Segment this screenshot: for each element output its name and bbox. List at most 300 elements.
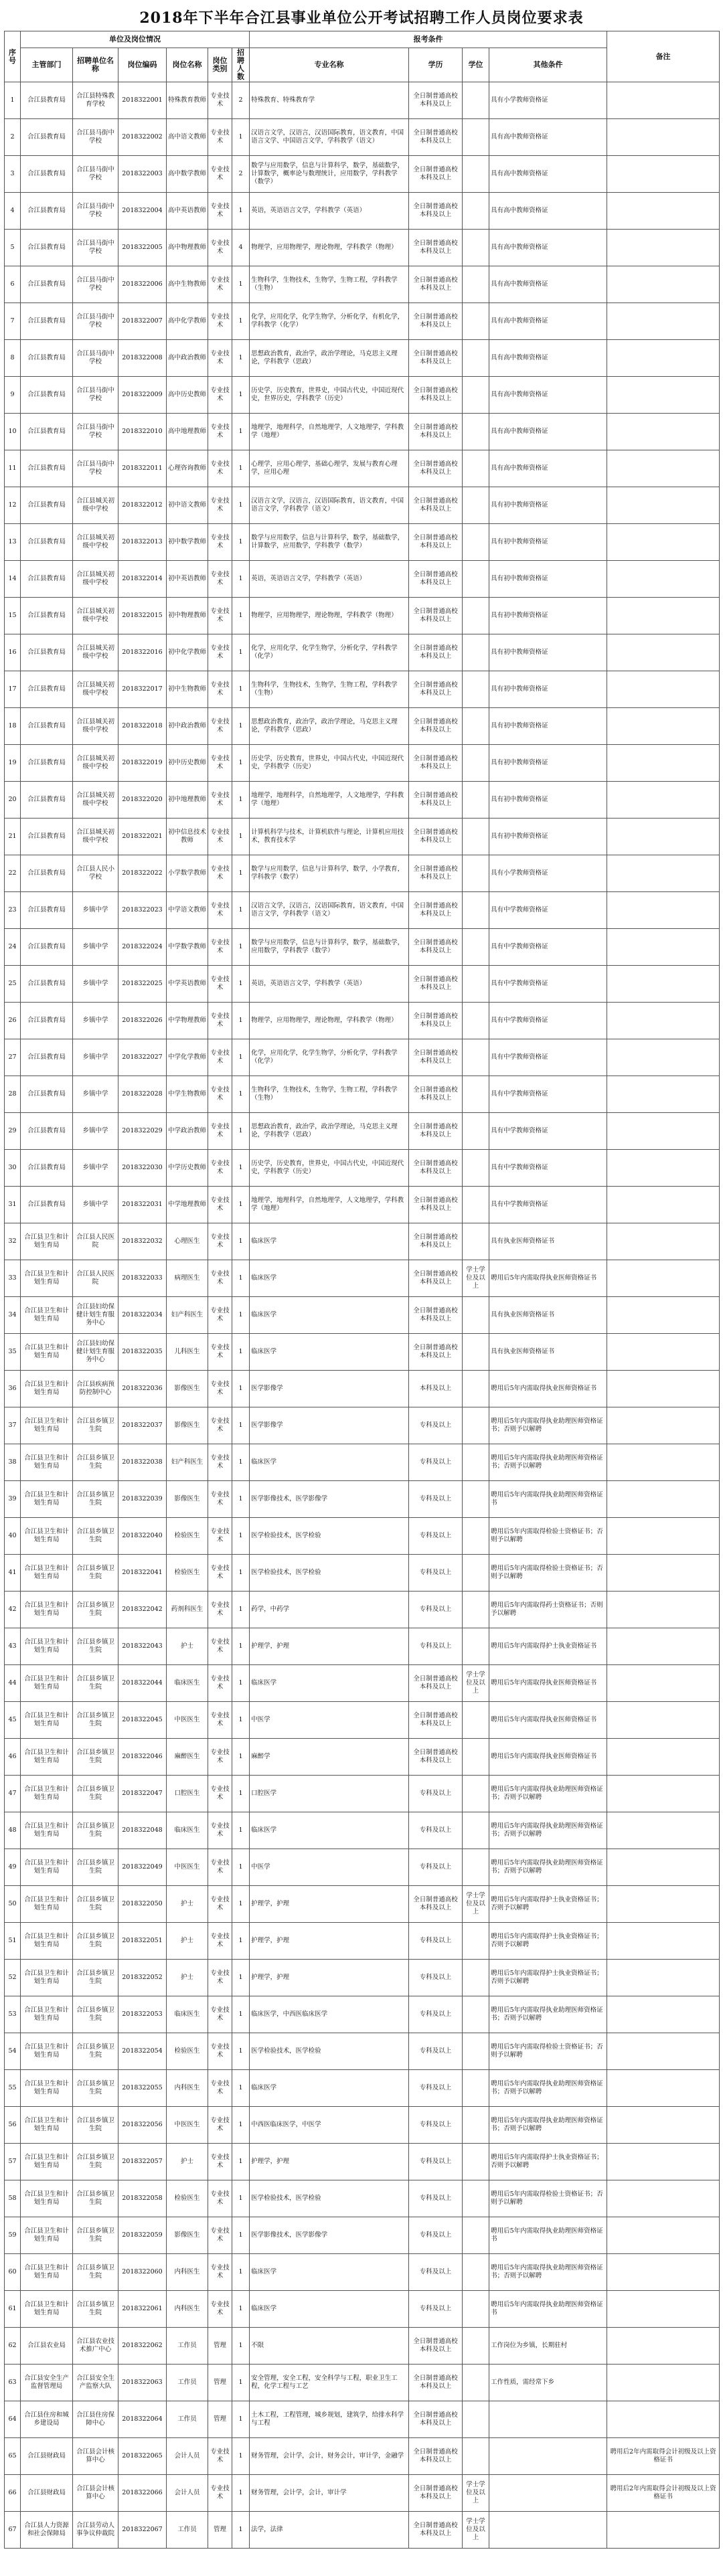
cell-num: 1 xyxy=(232,2033,250,2070)
cell-post: 临床医生 xyxy=(167,1665,208,1702)
cell-unit: 合江县马街中学校 xyxy=(73,266,118,303)
cell-edu: 专科及以上 xyxy=(409,1776,463,1812)
cell-other: 具有中学教师资格证 xyxy=(489,1039,607,1076)
cell-cat: 专业技术 xyxy=(208,892,232,929)
cell-other: 具有初中教师资格证 xyxy=(489,745,607,782)
cell-num: 1 xyxy=(232,1812,250,1849)
cell-major: 临床医学 xyxy=(250,1223,409,1260)
cell-unit: 合江县疾病预防控制中心 xyxy=(73,1371,118,1407)
cell-num: 1 xyxy=(232,1849,250,1886)
cell-dept: 合江县卫生和计划生育局 xyxy=(21,1223,73,1260)
cell-no: 57 xyxy=(5,2144,21,2180)
cell-post: 高中物理教师 xyxy=(167,230,208,266)
col-num: 招聘人数 xyxy=(232,48,250,82)
cell-cat: 专业技术 xyxy=(208,1812,232,1849)
cell-no: 24 xyxy=(5,929,21,966)
cell-code: 2018322024 xyxy=(118,929,167,966)
cell-unit: 合江县乡镇卫生院 xyxy=(73,1518,118,1555)
table-row xyxy=(5,1849,720,1886)
cell-code: 2018322059 xyxy=(118,2217,167,2254)
cell-cat: 专业技术 xyxy=(208,156,232,193)
cell-code: 2018322049 xyxy=(118,1849,167,1886)
table-row xyxy=(5,1555,720,1592)
cell-dept: 合江县卫生和计划生育局 xyxy=(21,1481,73,1518)
cell-code: 2018322039 xyxy=(118,1481,167,1518)
cell-deg xyxy=(463,414,489,450)
cell-code: 2018322045 xyxy=(118,1702,167,1739)
cell-no: 27 xyxy=(5,1039,21,1076)
cell-num: 1 xyxy=(232,1665,250,1702)
cell-major: 临床医学 xyxy=(250,1812,409,1849)
cell-post: 检验医生 xyxy=(167,1518,208,1555)
table-row xyxy=(5,487,720,524)
cell-dept: 合江县人力资源和社会保障局 xyxy=(21,2512,73,2549)
cell-code: 2018322005 xyxy=(118,230,167,266)
cell-post: 护士 xyxy=(167,1628,208,1665)
cell-deg xyxy=(463,1776,489,1812)
cell-no: 9 xyxy=(5,377,21,414)
cell-unit: 乡镇中学 xyxy=(73,966,118,1003)
cell-code: 2018322050 xyxy=(118,1886,167,1923)
cell-num: 1 xyxy=(232,340,250,377)
cell-edu: 全日制普通高校本科及以上 xyxy=(409,377,463,414)
cell-remark xyxy=(607,1444,720,1481)
table-row xyxy=(5,561,720,598)
cell-deg xyxy=(463,1628,489,1665)
cell-num: 1 xyxy=(232,1776,250,1812)
table-row xyxy=(5,1665,720,1702)
cell-code: 2018322041 xyxy=(118,1555,167,1592)
cell-no: 19 xyxy=(5,745,21,782)
cell-major: 药学，中药学 xyxy=(250,1592,409,1628)
cell-major: 护理学，护理 xyxy=(250,1886,409,1923)
cell-code: 2018322051 xyxy=(118,1923,167,1960)
cell-num: 1 xyxy=(232,414,250,450)
cell-code: 2018322056 xyxy=(118,2107,167,2144)
cell-other: 具有高中教师资格证 xyxy=(489,377,607,414)
cell-major: 中西医临床医学，中医学 xyxy=(250,2107,409,2144)
cell-major: 汉语言文学，汉语言，汉语国际教育，语文教育，中国语言文学、中国语言文学，学科教学（语文） xyxy=(250,119,409,156)
cell-num: 1 xyxy=(232,1481,250,1518)
cell-major: 数学与应用数学，信息与计算科学，数学，基础数学，计算数学，概率论与数理统计，应用数学，学科教学（数学） xyxy=(250,156,409,193)
cell-deg xyxy=(463,2328,489,2365)
cell-cat: 专业技术 xyxy=(208,1702,232,1739)
cell-num: 1 xyxy=(232,2438,250,2475)
cell-other: 聘用后5年内需取得执业助理医师资格证书；否则予以解聘 xyxy=(489,1812,607,1849)
cell-unit: 合江县农业技术推广中心 xyxy=(73,2328,118,2365)
cell-cat: 专业技术 xyxy=(208,1481,232,1518)
cell-unit: 合江县乡镇卫生院 xyxy=(73,1776,118,1812)
cell-post: 妇产科医生 xyxy=(167,1444,208,1481)
cell-num: 1 xyxy=(232,1076,250,1113)
cell-code: 2018322025 xyxy=(118,966,167,1003)
cell-post: 心理医生 xyxy=(167,1223,208,1260)
cell-unit: 合江县乡镇卫生院 xyxy=(73,1407,118,1444)
cell-post: 初中物理教师 xyxy=(167,598,208,634)
cell-cat: 专业技术 xyxy=(208,966,232,1003)
cell-edu: 全日制普通高校本科及以上 xyxy=(409,1223,463,1260)
cell-code: 2018322028 xyxy=(118,1076,167,1113)
cell-post: 护士 xyxy=(167,2144,208,2180)
cell-post: 内科医生 xyxy=(167,2291,208,2328)
cell-edu: 全日制普通高校本科及以上 xyxy=(409,2512,463,2549)
cell-unit: 合江县乡镇卫生院 xyxy=(73,1923,118,1960)
cell-dept: 合江县教育局 xyxy=(21,745,73,782)
cell-deg xyxy=(463,2438,489,2475)
cell-cat: 专业技术 xyxy=(208,1628,232,1665)
cell-major: 数学与应用数学，信息与计算科学，数学，小学教育，学科教学（数学） xyxy=(250,855,409,892)
cell-major: 医学影像技术，医学影像学 xyxy=(250,2217,409,2254)
cell-edu: 专科及以上 xyxy=(409,1481,463,1518)
cell-num: 1 xyxy=(232,1334,250,1371)
cell-remark xyxy=(607,303,720,340)
cell-edu: 全日制普通高校本科及以上 xyxy=(409,1665,463,1702)
cell-deg: 学士学位及以上 xyxy=(463,1665,489,1702)
cell-other: 聘用后5年内需取得护士执业资格证书；否则予以解聘 xyxy=(489,1886,607,1923)
cell-unit: 乡镇中学 xyxy=(73,1150,118,1187)
cell-edu: 全日制普通高校本科及以上 xyxy=(409,340,463,377)
cell-major: 化学，应用化学，化学生物学，分析化学，学科教学（化学） xyxy=(250,634,409,671)
cell-edu: 全日制普通高校本科及以上 xyxy=(409,2401,463,2438)
cell-no: 22 xyxy=(5,855,21,892)
cell-edu: 专科及以上 xyxy=(409,1628,463,1665)
cell-unit: 合江县乡镇卫生院 xyxy=(73,2217,118,2254)
cell-num: 1 xyxy=(232,1923,250,1960)
table-row xyxy=(5,266,720,303)
cell-cat: 专业技术 xyxy=(208,2291,232,2328)
cell-remark xyxy=(607,708,720,745)
cell-unit: 合江县马街中学校 xyxy=(73,230,118,266)
cell-remark xyxy=(607,1628,720,1665)
cell-other: 具有初中教师资格证 xyxy=(489,819,607,855)
cell-post: 护士 xyxy=(167,1960,208,1996)
cell-unit: 合江县住房保障中心 xyxy=(73,2401,118,2438)
cell-num: 1 xyxy=(232,450,250,487)
cell-deg xyxy=(463,377,489,414)
table-row xyxy=(5,745,720,782)
cell-other: 具有初中教师资格证 xyxy=(489,598,607,634)
cell-remark xyxy=(607,1334,720,1371)
cell-major: 思想政治教育，政治学，政治学理论，马克思主义理论，学科教学（思政） xyxy=(250,340,409,377)
cell-cat: 专业技术 xyxy=(208,303,232,340)
cell-edu: 全日制普通高校本科及以上 xyxy=(409,1003,463,1039)
cell-num: 1 xyxy=(232,193,250,230)
cell-edu: 全日制普通高校本科及以上 xyxy=(409,1076,463,1113)
cell-num: 1 xyxy=(232,1371,250,1407)
cell-no: 50 xyxy=(5,1886,21,1923)
cell-other: 工作性质，需经常下乡 xyxy=(489,2365,607,2401)
cell-post: 检验医生 xyxy=(167,2033,208,2070)
cell-post: 高中数学教师 xyxy=(167,156,208,193)
cell-unit: 合江县乡镇卫生院 xyxy=(73,1702,118,1739)
cell-unit: 合江县乡镇卫生院 xyxy=(73,1592,118,1628)
cell-unit: 乡镇中学 xyxy=(73,1076,118,1113)
cell-edu: 专科及以上 xyxy=(409,2291,463,2328)
table-row xyxy=(5,1960,720,1996)
cell-unit: 合江县乡镇卫生院 xyxy=(73,2033,118,2070)
cell-remark xyxy=(607,1996,720,2033)
cell-remark xyxy=(607,598,720,634)
cell-unit: 合江县妇幼保健计划生育服务中心 xyxy=(73,1297,118,1334)
cell-post: 高中化学教师 xyxy=(167,303,208,340)
cell-code: 2018322065 xyxy=(118,2438,167,2475)
cell-edu: 全日制普通高校本科及以上 xyxy=(409,414,463,450)
cell-cat: 专业技术 xyxy=(208,1039,232,1076)
cell-deg xyxy=(463,156,489,193)
cell-unit: 合江县马街中学校 xyxy=(73,303,118,340)
cell-dept: 合江县农业局 xyxy=(21,2328,73,2365)
cell-other: 聘用后5年内需取得检验士资格证书；否则予以解聘 xyxy=(489,1518,607,1555)
cell-major: 历史学，历史教育，世界史，中国古代史，中国近现代史，学科教学（历史） xyxy=(250,745,409,782)
cell-unit: 合江县城关初级中学校 xyxy=(73,819,118,855)
cell-other xyxy=(489,2438,607,2475)
cell-num: 1 xyxy=(232,2254,250,2291)
cell-remark xyxy=(607,1371,720,1407)
cell-post: 口腔医生 xyxy=(167,1776,208,1812)
cell-code: 2018322057 xyxy=(118,2144,167,2180)
cell-cat: 专业技术 xyxy=(208,634,232,671)
cell-major: 财务管理，会计学，会计，财务会计，审计学，金融学 xyxy=(250,2438,409,2475)
cell-num: 1 xyxy=(232,377,250,414)
cell-code: 2018322002 xyxy=(118,119,167,156)
cell-cat: 专业技术 xyxy=(208,193,232,230)
cell-edu: 全日制普通高校本科及以上 xyxy=(409,598,463,634)
cell-cat: 专业技术 xyxy=(208,377,232,414)
cell-remark xyxy=(607,2365,720,2401)
cell-post: 初中信息技术教师 xyxy=(167,819,208,855)
cell-no: 6 xyxy=(5,266,21,303)
cell-major: 生物科学，生物技术，生物学，生物工程，学科教学（生物） xyxy=(250,671,409,708)
table-row xyxy=(5,598,720,634)
cell-post: 儿科医生 xyxy=(167,1334,208,1371)
cell-num: 1 xyxy=(232,1628,250,1665)
cell-remark xyxy=(607,2401,720,2438)
cell-edu: 全日制普通高校本科及以上 xyxy=(409,230,463,266)
cell-code: 2018322053 xyxy=(118,1996,167,2033)
cell-post: 心理咨询教师 xyxy=(167,450,208,487)
cell-post: 小学数学教师 xyxy=(167,855,208,892)
cell-deg xyxy=(463,230,489,266)
cell-post: 工作员 xyxy=(167,2512,208,2549)
cell-post: 临床医生 xyxy=(167,1996,208,2033)
cell-cat: 专业技术 xyxy=(208,1592,232,1628)
cell-post: 初中历史教师 xyxy=(167,745,208,782)
cell-other: 聘用后5年内需取得护士执业资格证书；否则予以解聘 xyxy=(489,2144,607,2180)
cell-edu: 专科及以上 xyxy=(409,2107,463,2144)
cell-remark xyxy=(607,1003,720,1039)
cell-dept: 合江县教育局 xyxy=(21,487,73,524)
cell-unit: 合江县马街中学校 xyxy=(73,414,118,450)
cell-major: 临床医学，中西医临床医学 xyxy=(250,1996,409,2033)
cell-code: 2018322042 xyxy=(118,1592,167,1628)
table-row xyxy=(5,2328,720,2365)
cell-deg xyxy=(463,1371,489,1407)
cell-num: 1 xyxy=(232,1297,250,1334)
cell-deg xyxy=(463,2180,489,2217)
table-row xyxy=(5,1481,720,1518)
table-row xyxy=(5,1776,720,1812)
cell-deg: 学士学位及以上 xyxy=(463,2475,489,2512)
cell-edu: 全日制普通高校本科及以上 xyxy=(409,2365,463,2401)
cell-dept: 合江县教育局 xyxy=(21,266,73,303)
table-row xyxy=(5,1076,720,1113)
cell-post: 内科医生 xyxy=(167,2070,208,2107)
cell-major: 化学，应用化学，化学生物学，分析化学，有机化学，学科教学（化学） xyxy=(250,303,409,340)
cell-other: 具有高中教师资格证 xyxy=(489,230,607,266)
cell-post: 高中地理教师 xyxy=(167,414,208,450)
cell-major: 麻醉学 xyxy=(250,1739,409,1776)
cell-other: 聘用后5年内需取得护士执业资格证书 xyxy=(489,1628,607,1665)
table-row xyxy=(5,1739,720,1776)
cell-unit: 合江县乡镇卫生院 xyxy=(73,2254,118,2291)
cell-dept: 合江县教育局 xyxy=(21,1150,73,1187)
cell-cat: 专业技术 xyxy=(208,2070,232,2107)
cell-other: 聘用后5年内需取得检验士资格证书；否则予以解聘 xyxy=(489,2033,607,2070)
cell-edu: 专科及以上 xyxy=(409,1960,463,1996)
table-row xyxy=(5,966,720,1003)
cell-remark xyxy=(607,2291,720,2328)
cell-remark xyxy=(607,2512,720,2549)
cell-cat: 专业技术 xyxy=(208,414,232,450)
cell-post: 中学语文教师 xyxy=(167,892,208,929)
table-body xyxy=(5,82,720,2549)
cell-post: 初中政治教师 xyxy=(167,708,208,745)
cell-dept: 合江县卫生和计划生育局 xyxy=(21,1407,73,1444)
table-row xyxy=(5,1518,720,1555)
cell-post: 初中生物教师 xyxy=(167,671,208,708)
cell-remark xyxy=(607,1592,720,1628)
cell-cat: 管理 xyxy=(208,2328,232,2365)
recruitment-table xyxy=(4,31,720,2549)
cell-post: 药剂科医生 xyxy=(167,1592,208,1628)
cell-num: 1 xyxy=(232,966,250,1003)
cell-no: 26 xyxy=(5,1003,21,1039)
cell-other: 聘用后5年内需取得执业助理医师资格证书；否则予以解聘 xyxy=(489,1776,607,1812)
cell-other: 聘用后5年内需取得执业助理医师资格证书 xyxy=(489,2291,607,2328)
cell-dept: 合江县财政局 xyxy=(21,2475,73,2512)
cell-post: 妇产科医生 xyxy=(167,1297,208,1334)
cell-code: 2018322019 xyxy=(118,745,167,782)
cell-no: 56 xyxy=(5,2107,21,2144)
cell-cat: 专业技术 xyxy=(208,1371,232,1407)
cell-other: 聘用后5年内需取得执业医师资格证书 xyxy=(489,1702,607,1739)
table-row xyxy=(5,1039,720,1076)
cell-post: 中学生物教师 xyxy=(167,1076,208,1113)
cell-dept: 合江县卫生和计划生育局 xyxy=(21,1849,73,1886)
table-row xyxy=(5,1444,720,1481)
cell-code: 2018322015 xyxy=(118,598,167,634)
cell-no: 23 xyxy=(5,892,21,929)
cell-major: 不限 xyxy=(250,2328,409,2365)
cell-post: 初中数学教师 xyxy=(167,524,208,561)
cell-unit: 乡镇中学 xyxy=(73,1003,118,1039)
cell-num: 1 xyxy=(232,1039,250,1076)
cell-major: 地理学，地理科学，自然地理学，人文地理学，学科教学（地理） xyxy=(250,782,409,819)
cell-edu: 全日制普通高校本科及以上 xyxy=(409,929,463,966)
cell-num: 1 xyxy=(232,892,250,929)
cell-deg xyxy=(463,1960,489,1996)
cell-unit: 合江县马街中学校 xyxy=(73,119,118,156)
cell-unit: 乡镇中学 xyxy=(73,1187,118,1223)
cell-dept: 合江县教育局 xyxy=(21,634,73,671)
cell-code: 2018322047 xyxy=(118,1776,167,1812)
cell-code: 2018322001 xyxy=(118,82,167,119)
cell-post: 中医医生 xyxy=(167,2107,208,2144)
cell-dept: 合江县卫生和计划生育局 xyxy=(21,2070,73,2107)
cell-unit: 合江县城关初级中学校 xyxy=(73,598,118,634)
cell-code: 2018322046 xyxy=(118,1739,167,1776)
cell-no: 60 xyxy=(5,2254,21,2291)
cell-deg xyxy=(463,1702,489,1739)
cell-dept: 合江县教育局 xyxy=(21,966,73,1003)
cell-deg xyxy=(463,929,489,966)
cell-no: 17 xyxy=(5,671,21,708)
cell-remark xyxy=(607,782,720,819)
cell-remark xyxy=(607,524,720,561)
table-row xyxy=(5,782,720,819)
cell-post: 中学英语教师 xyxy=(167,966,208,1003)
cell-deg xyxy=(463,2107,489,2144)
cell-unit: 合江县城关初级中学校 xyxy=(73,561,118,598)
cell-code: 2018322048 xyxy=(118,1812,167,1849)
cell-num: 1 xyxy=(232,266,250,303)
cell-no: 53 xyxy=(5,1996,21,2033)
cell-unit: 合江县马街中学校 xyxy=(73,377,118,414)
cell-post: 高中政治教师 xyxy=(167,340,208,377)
cell-no: 42 xyxy=(5,1592,21,1628)
cell-unit: 合江县乡镇卫生院 xyxy=(73,1886,118,1923)
col-edu: 学历 xyxy=(409,48,463,82)
cell-dept: 合江县卫生和计划生育局 xyxy=(21,1260,73,1297)
cell-dept: 合江县卫生和计划生育局 xyxy=(21,1739,73,1776)
cell-remark xyxy=(607,1923,720,1960)
table-row xyxy=(5,156,720,193)
cell-code: 2018322029 xyxy=(118,1113,167,1150)
table-row xyxy=(5,1996,720,2033)
cell-no: 10 xyxy=(5,414,21,450)
cell-deg xyxy=(463,1223,489,1260)
cell-dept: 合江县卫生和计划生育局 xyxy=(21,2180,73,2217)
cell-major: 安全管理，安全工程，安全科学与工程，职业卫生工程，化学工程与工艺 xyxy=(250,2365,409,2401)
cell-code: 2018322052 xyxy=(118,1960,167,1996)
cell-major: 地理学，地理科学，自然地理学，人文地理学，学科教学（地理） xyxy=(250,414,409,450)
cell-edu: 专科及以上 xyxy=(409,1518,463,1555)
cell-dept: 合江县教育局 xyxy=(21,1003,73,1039)
cell-major: 临床医学 xyxy=(250,1444,409,1481)
cell-dept: 合江县教育局 xyxy=(21,524,73,561)
cell-edu: 全日制普通高校本科及以上 xyxy=(409,561,463,598)
cell-edu: 全日制普通高校本科及以上 xyxy=(409,524,463,561)
cell-unit: 合江县城关初级中学校 xyxy=(73,524,118,561)
table-row xyxy=(5,193,720,230)
cell-unit: 合江县特殊教育学校 xyxy=(73,82,118,119)
table-row xyxy=(5,1886,720,1923)
table-row xyxy=(5,2291,720,2328)
cell-post: 中学历史教师 xyxy=(167,1150,208,1187)
cell-edu: 全日制普通高校本科及以上 xyxy=(409,2475,463,2512)
cell-no: 63 xyxy=(5,2365,21,2401)
cell-deg xyxy=(463,82,489,119)
cell-deg xyxy=(463,2401,489,2438)
cell-no: 29 xyxy=(5,1113,21,1150)
cell-no: 46 xyxy=(5,1739,21,1776)
cell-cat: 专业技术 xyxy=(208,1260,232,1297)
cell-deg xyxy=(463,1407,489,1444)
cell-no: 13 xyxy=(5,524,21,561)
cell-num: 1 xyxy=(232,2291,250,2328)
table-row xyxy=(5,1702,720,1739)
cell-num: 1 xyxy=(232,745,250,782)
